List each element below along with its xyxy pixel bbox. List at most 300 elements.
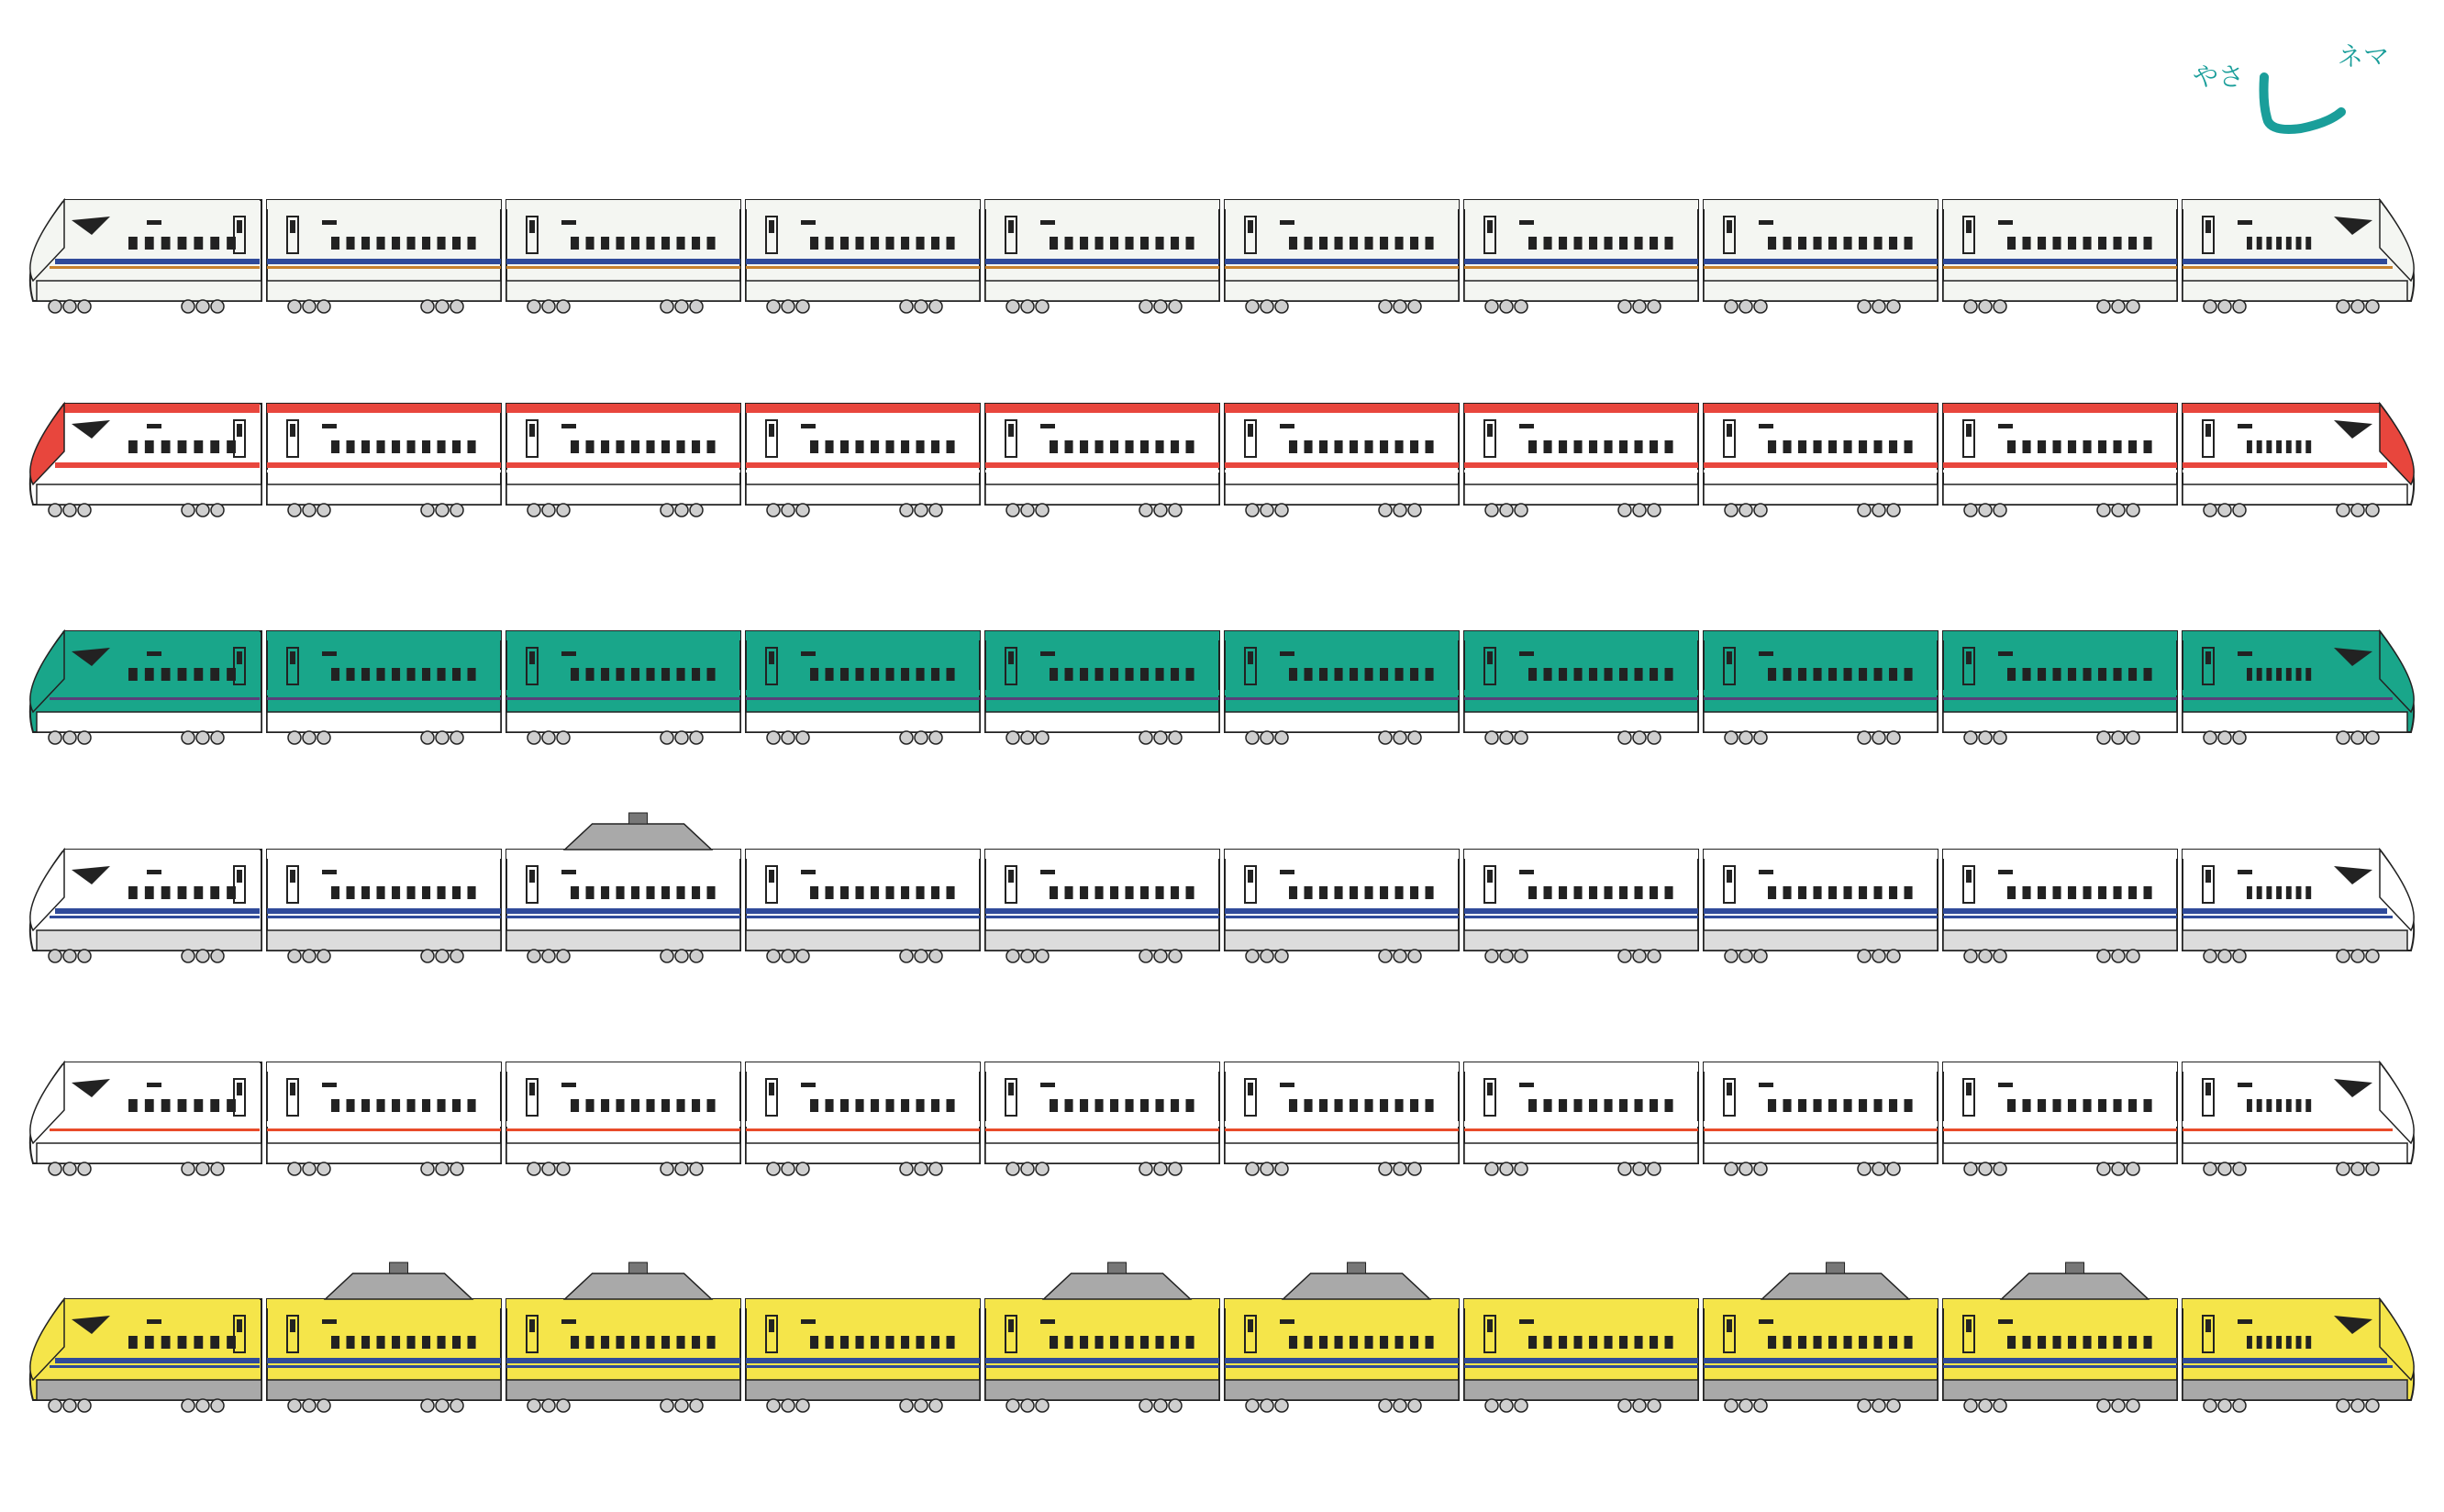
car-window xyxy=(1186,440,1194,453)
wheel xyxy=(1006,504,1019,517)
car-window xyxy=(331,668,339,681)
car-window xyxy=(468,237,476,250)
wheel xyxy=(1021,504,1034,517)
wheel xyxy=(915,300,928,313)
car-stripe-top xyxy=(1225,1121,1459,1127)
car-roof xyxy=(267,404,501,413)
wheel xyxy=(317,731,330,744)
car-window xyxy=(1065,1336,1073,1349)
car-roof xyxy=(1464,404,1698,413)
car-window xyxy=(227,886,236,899)
wheel xyxy=(78,1399,91,1412)
wheel xyxy=(288,504,301,517)
car-window xyxy=(1140,440,1149,453)
car-window xyxy=(2247,1099,2252,1112)
car-stripe-mid xyxy=(985,697,1219,700)
train-car xyxy=(30,1299,261,1412)
wheel xyxy=(1618,1399,1631,1412)
car-roof xyxy=(985,404,1219,413)
wheel xyxy=(1485,1162,1498,1175)
wheel xyxy=(1739,1162,1752,1175)
car-window xyxy=(2098,1336,2106,1349)
car-window xyxy=(2144,1099,2152,1112)
car-marker xyxy=(147,870,161,874)
car-window xyxy=(901,668,909,681)
car-stripe-top xyxy=(985,1121,1219,1127)
wheel xyxy=(1006,950,1019,962)
car-roof xyxy=(506,631,740,640)
train-car xyxy=(267,631,501,744)
train-e5-hayabusa xyxy=(30,631,2414,744)
car-stripe-mid xyxy=(1464,697,1698,700)
wheel xyxy=(2112,300,2125,313)
car-marker xyxy=(1998,870,2013,874)
wheel xyxy=(1872,504,1885,517)
car-window xyxy=(692,440,700,453)
car-marker xyxy=(147,651,161,656)
car-marker xyxy=(561,220,576,225)
wheel xyxy=(2112,1162,2125,1175)
wheel xyxy=(796,950,809,962)
car-marker xyxy=(322,1319,337,1324)
wheel xyxy=(1246,950,1259,962)
car-window xyxy=(1350,237,1358,250)
car-roof xyxy=(1943,631,2177,640)
car-roof xyxy=(1225,850,1459,859)
car-window xyxy=(2296,668,2302,681)
car-roof xyxy=(62,631,260,640)
car-marker xyxy=(1519,651,1534,656)
car-window xyxy=(2144,440,2152,453)
car-window xyxy=(361,237,370,250)
car-window xyxy=(647,668,655,681)
wheel xyxy=(182,1162,194,1175)
car-window xyxy=(1319,668,1328,681)
car-roof xyxy=(2183,1062,2380,1072)
car-stripe-mid xyxy=(50,1128,260,1131)
car-roof xyxy=(1464,200,1698,209)
wheel xyxy=(1275,731,1288,744)
car-window xyxy=(2266,1099,2272,1112)
wheel xyxy=(2233,1399,2246,1412)
car-window xyxy=(601,440,609,453)
car-roof xyxy=(746,631,980,640)
car-window xyxy=(1395,440,1404,453)
wheel xyxy=(929,950,942,962)
wheel xyxy=(49,504,61,517)
wheel xyxy=(1964,731,1977,744)
wheel xyxy=(1633,300,1646,313)
car-window xyxy=(1065,668,1073,681)
car-window xyxy=(1619,886,1627,899)
wheel xyxy=(1754,504,1767,517)
car-window xyxy=(210,886,219,899)
car-roof xyxy=(267,631,501,640)
car-stripe-mid xyxy=(1225,1128,1459,1131)
wheel xyxy=(196,300,209,313)
wheel xyxy=(1515,504,1528,517)
car-window xyxy=(2276,886,2282,899)
car-stripe-top xyxy=(1704,1358,1938,1363)
pantograph xyxy=(629,1262,648,1273)
car-window xyxy=(161,1336,171,1349)
wheel xyxy=(317,1162,330,1175)
car-window xyxy=(468,668,476,681)
car-window xyxy=(1110,886,1118,899)
car-window xyxy=(2114,237,2122,250)
wheel xyxy=(2097,504,2110,517)
wheel xyxy=(557,731,570,744)
car-window xyxy=(2257,1336,2262,1349)
wheel xyxy=(1169,504,1182,517)
car-marker xyxy=(322,1083,337,1087)
wheel xyxy=(436,731,449,744)
wheel xyxy=(929,504,942,517)
car-window xyxy=(1080,440,1088,453)
car-skirt xyxy=(506,281,740,301)
wheel xyxy=(767,300,780,313)
car-window xyxy=(2305,1099,2311,1112)
wheel xyxy=(2218,731,2231,744)
car-window xyxy=(1783,440,1792,453)
train-e7-kagayaki xyxy=(30,200,2414,313)
wheel xyxy=(1739,950,1752,962)
car-window xyxy=(826,668,834,681)
wheel xyxy=(2218,1399,2231,1412)
car-marker xyxy=(1280,424,1294,428)
car-skirt xyxy=(2183,1143,2407,1163)
train-car xyxy=(1943,1299,2177,1412)
wheel xyxy=(1515,1399,1528,1412)
wheel xyxy=(2337,731,2350,744)
car-window xyxy=(677,440,685,453)
car-skirt xyxy=(2183,281,2407,301)
car-marker xyxy=(801,1319,816,1324)
train-n700-series xyxy=(30,813,2414,962)
car-window xyxy=(1426,1336,1434,1349)
car-window xyxy=(1395,668,1404,681)
car-window xyxy=(1889,1099,1897,1112)
train-car xyxy=(2183,631,2414,744)
car-window xyxy=(1605,440,1613,453)
car-skirt xyxy=(1943,281,2177,301)
car-window xyxy=(2276,1099,2282,1112)
wheel xyxy=(303,504,316,517)
car-window xyxy=(468,440,476,453)
car-window xyxy=(210,1336,219,1349)
car-marker xyxy=(1040,1083,1055,1087)
car-stripe-top xyxy=(506,1358,740,1363)
car-window xyxy=(886,668,894,681)
car-window xyxy=(227,668,236,681)
car-skirt xyxy=(1704,712,1938,732)
wheel xyxy=(436,504,449,517)
car-roof xyxy=(985,1299,1219,1308)
wheel xyxy=(1979,950,1992,962)
car-window xyxy=(2144,668,2152,681)
wheel xyxy=(1739,731,1752,744)
car-window xyxy=(2266,440,2272,453)
car-window xyxy=(2257,1099,2262,1112)
car-roof xyxy=(1225,404,1459,413)
car-window xyxy=(1544,440,1552,453)
train-car xyxy=(30,1062,261,1175)
car-skirt xyxy=(746,281,980,301)
wheel xyxy=(1139,504,1152,517)
door-window xyxy=(237,1319,242,1332)
door-window xyxy=(529,870,535,883)
car-stripe-top xyxy=(1704,908,1938,914)
car-roof xyxy=(2183,631,2380,640)
car-window xyxy=(617,237,625,250)
car-window xyxy=(1798,440,1806,453)
wheel xyxy=(2337,950,2350,962)
car-window xyxy=(1289,1099,1297,1112)
wheel xyxy=(1979,504,1992,517)
car-window xyxy=(2266,668,2272,681)
wheel xyxy=(78,504,91,517)
wheel xyxy=(1618,300,1631,313)
car-window xyxy=(931,440,939,453)
wheel xyxy=(1725,950,1738,962)
car-roof xyxy=(985,1062,1219,1072)
car-marker xyxy=(561,1083,576,1087)
wheel xyxy=(2218,1162,2231,1175)
car-stripe-mid xyxy=(1225,470,1459,472)
wheel xyxy=(1261,504,1273,517)
wheel xyxy=(2097,1162,2110,1175)
wheel xyxy=(1648,1399,1661,1412)
door-window xyxy=(290,220,295,233)
car-window xyxy=(145,668,154,681)
wheel xyxy=(49,1399,61,1412)
car-stripe-mid xyxy=(2183,1365,2393,1368)
car-window xyxy=(407,886,416,899)
car-window xyxy=(468,886,476,899)
car-roof xyxy=(1225,1062,1459,1072)
car-stripe-mid xyxy=(1704,697,1938,700)
wheel xyxy=(196,504,209,517)
car-window xyxy=(1050,668,1058,681)
wheel xyxy=(303,950,316,962)
train-car xyxy=(30,631,261,744)
car-window xyxy=(1650,886,1658,899)
wheel xyxy=(796,1162,809,1175)
car-window xyxy=(1335,886,1343,899)
train-car xyxy=(1464,1299,1698,1412)
wheel xyxy=(690,1399,703,1412)
wheel xyxy=(1633,950,1646,962)
car-stripe-mid xyxy=(1464,1365,1698,1368)
wheel xyxy=(421,1399,434,1412)
wheel xyxy=(661,731,673,744)
car-window xyxy=(392,440,400,453)
car-window xyxy=(1589,237,1597,250)
car-window xyxy=(422,1336,430,1349)
car-roof xyxy=(267,1062,501,1072)
car-window xyxy=(347,440,355,453)
car-skirt xyxy=(1225,281,1459,301)
car-stripe-top xyxy=(267,908,501,914)
wheel xyxy=(1246,1399,1259,1412)
car-window xyxy=(1828,668,1837,681)
train-car xyxy=(746,850,980,962)
car-marker xyxy=(1759,424,1773,428)
door-window xyxy=(529,424,535,437)
car-window xyxy=(1783,1336,1792,1349)
wheel xyxy=(78,731,91,744)
car-marker xyxy=(1759,1319,1773,1324)
car-stripe-mid xyxy=(985,916,1219,918)
car-window xyxy=(1528,1336,1537,1349)
car-skirt xyxy=(267,712,501,732)
wheel xyxy=(1485,1399,1498,1412)
car-marker xyxy=(2238,424,2252,428)
car-window xyxy=(1559,1099,1567,1112)
car-window xyxy=(1574,1336,1583,1349)
wheel xyxy=(1858,300,1871,313)
car-stripe-mid xyxy=(2183,697,2393,700)
car-window xyxy=(1126,886,1134,899)
door-window xyxy=(290,1319,295,1332)
car-window xyxy=(1380,886,1388,899)
door-window xyxy=(1248,220,1253,233)
car-window xyxy=(617,440,625,453)
wheel xyxy=(211,300,224,313)
train-car xyxy=(1225,404,1459,517)
car-roof xyxy=(1225,631,1459,640)
car-window xyxy=(2098,668,2106,681)
car-window xyxy=(1380,668,1388,681)
car-window xyxy=(601,1336,609,1349)
door-window xyxy=(1008,1083,1014,1095)
wheel xyxy=(1887,1399,1900,1412)
car-window xyxy=(1574,886,1583,899)
car-marker xyxy=(2238,651,2252,656)
car-stripe-mid xyxy=(2183,266,2393,269)
car-window xyxy=(826,1099,834,1112)
car-roof xyxy=(1704,404,1938,413)
wheel xyxy=(1246,300,1259,313)
wheel xyxy=(1618,1162,1631,1175)
car-roof xyxy=(62,850,260,859)
car-window xyxy=(2023,1336,2031,1349)
wheel xyxy=(450,731,463,744)
car-window xyxy=(2266,237,2272,250)
car-skirt xyxy=(1943,484,2177,505)
car-window xyxy=(571,886,579,899)
car-stripe-mid xyxy=(50,916,260,918)
car-skirt xyxy=(267,1143,501,1163)
car-skirt xyxy=(1225,712,1459,732)
car-window xyxy=(438,237,446,250)
car-stripe-top xyxy=(1464,908,1698,914)
train-e6-komachi xyxy=(30,404,2414,517)
wheel xyxy=(1394,731,1406,744)
car-window xyxy=(871,237,879,250)
wheel xyxy=(2233,504,2246,517)
car-window xyxy=(2053,886,2061,899)
car-window xyxy=(661,1336,670,1349)
car-window xyxy=(2038,237,2046,250)
door-window xyxy=(1727,1083,1732,1095)
wheel xyxy=(2351,1399,2364,1412)
car-window xyxy=(1350,1099,1358,1112)
train-car xyxy=(1704,404,1938,517)
car-window xyxy=(145,886,154,899)
car-window xyxy=(2053,1099,2061,1112)
car-marker xyxy=(801,1083,816,1087)
wheel xyxy=(196,731,209,744)
car-stripe-top xyxy=(506,259,740,264)
car-roof xyxy=(746,850,980,859)
car-window xyxy=(347,668,355,681)
car-window xyxy=(1335,1336,1343,1349)
car-stripe-top xyxy=(1704,462,1938,468)
wheel xyxy=(2366,300,2379,313)
wheel xyxy=(182,504,194,517)
car-stripe-top xyxy=(1225,1358,1459,1363)
wheel xyxy=(2337,300,2350,313)
car-roof xyxy=(62,200,260,209)
car-stripe-top xyxy=(746,1358,980,1363)
car-window xyxy=(2098,1099,2106,1112)
car-window xyxy=(422,1099,430,1112)
wheel xyxy=(796,504,809,517)
car-window xyxy=(661,668,670,681)
car-stripe-mid xyxy=(1943,266,2177,269)
car-marker xyxy=(801,220,816,225)
wheel xyxy=(1648,731,1661,744)
pantograph-fairing xyxy=(565,1273,712,1299)
car-stripe-mid xyxy=(1704,266,1938,269)
car-window xyxy=(1350,668,1358,681)
car-window xyxy=(1365,668,1373,681)
car-skirt xyxy=(1943,930,2177,951)
car-window xyxy=(1768,440,1776,453)
car-roof xyxy=(1943,850,2177,859)
car-window xyxy=(631,1099,639,1112)
wheel xyxy=(1408,950,1421,962)
car-window xyxy=(128,1336,138,1349)
car-marker xyxy=(147,424,161,428)
wheel xyxy=(1739,504,1752,517)
car-window xyxy=(145,1099,154,1112)
door-window xyxy=(1487,424,1493,437)
car-window xyxy=(631,440,639,453)
train-car xyxy=(267,1062,501,1175)
wheel xyxy=(1006,1399,1019,1412)
wheel xyxy=(767,950,780,962)
car-window xyxy=(601,886,609,899)
wheel xyxy=(1858,1162,1871,1175)
car-roof xyxy=(506,404,740,413)
car-window xyxy=(2114,1099,2122,1112)
wheel xyxy=(1246,504,1259,517)
wheel xyxy=(1139,1162,1152,1175)
wheel xyxy=(2127,300,2139,313)
car-roof xyxy=(2183,200,2380,209)
car-window xyxy=(2257,886,2262,899)
wheel xyxy=(542,1162,555,1175)
car-skirt xyxy=(1464,281,1698,301)
car-window xyxy=(1528,440,1537,453)
car-roof xyxy=(1704,1299,1938,1308)
door-window xyxy=(1966,870,1972,883)
car-window xyxy=(1874,440,1883,453)
car-window xyxy=(1589,1099,1597,1112)
car-window xyxy=(2128,237,2137,250)
